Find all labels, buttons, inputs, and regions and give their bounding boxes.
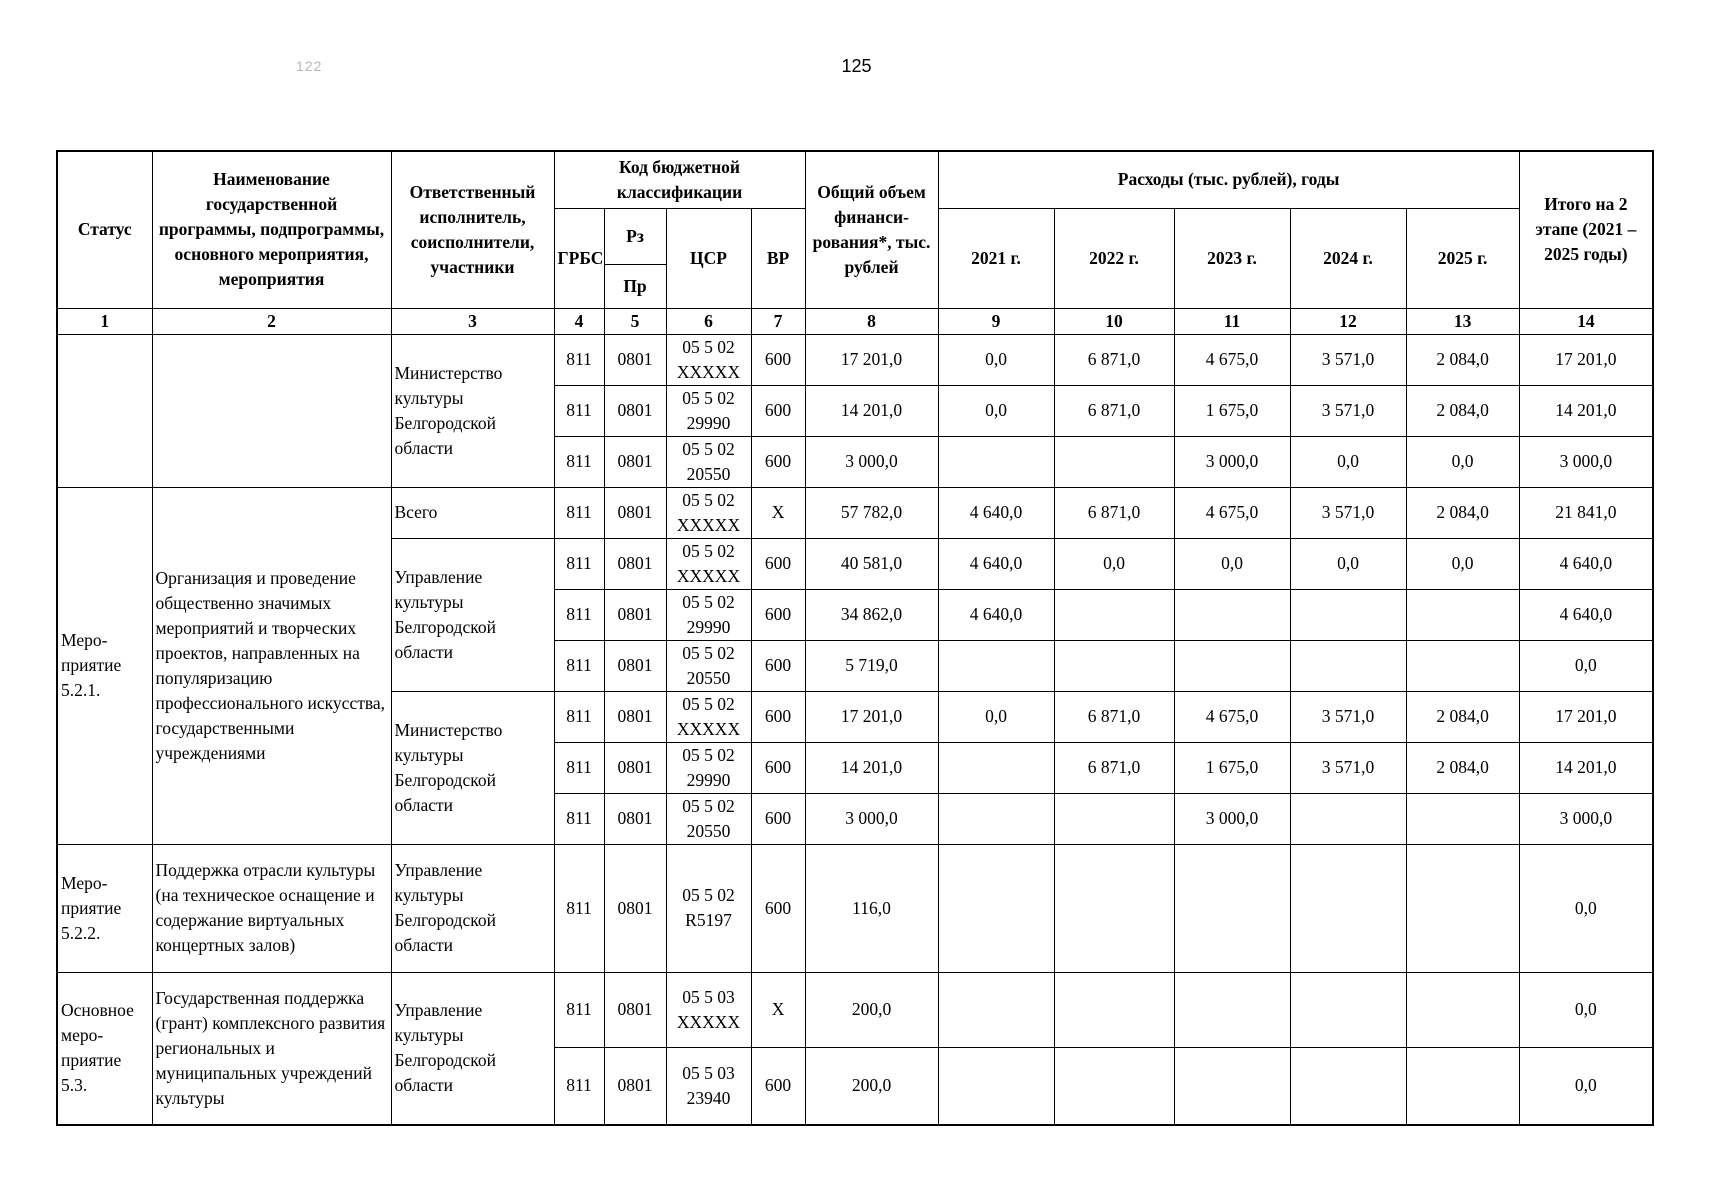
header-expenses: Расходы (тыс. рублей), годы [938,151,1519,208]
header-year-2024: 2024 г. [1290,208,1406,308]
vr-cell: 600 [751,385,805,436]
vr-cell: 600 [751,538,805,589]
name-cell: Организация и проведение общественно значимых мероприятий и творческих проектов, направленных на популяризацию профессионального искусства, государственными учреждениями [152,487,391,844]
column-number: 1 [57,308,152,334]
rzpr-cell: 0801 [604,538,666,589]
vr-cell: 600 [751,691,805,742]
year-2021-cell: 4 640,0 [938,487,1054,538]
year-2024-cell [1290,640,1406,691]
column-number: 5 [604,308,666,334]
year-2025-cell: 2 084,0 [1406,691,1519,742]
rzpr-cell: 0801 [604,742,666,793]
stage-total-cell: 3 000,0 [1519,793,1653,844]
total-cell: 14 201,0 [805,742,938,793]
stage-total-cell: 0,0 [1519,1047,1653,1125]
year-2022-cell [1054,640,1174,691]
rzpr-cell: 0801 [604,972,666,1047]
rzpr-cell: 0801 [604,844,666,972]
vr-cell: 600 [751,334,805,385]
year-2021-cell: 0,0 [938,334,1054,385]
year-2024-cell: 3 571,0 [1290,334,1406,385]
year-2024-cell [1290,589,1406,640]
header-year-2023: 2023 г. [1174,208,1290,308]
executor-cell: Управление культуры Белгородской области [391,844,554,972]
year-2021-cell: 4 640,0 [938,589,1054,640]
year-2022-cell: 6 871,0 [1054,742,1174,793]
total-cell: 116,0 [805,844,938,972]
name-cell [152,334,391,487]
grbs-cell: 811 [554,334,604,385]
rzpr-cell: 0801 [604,1047,666,1125]
year-2023-cell: 3 000,0 [1174,436,1290,487]
year-2025-cell: 2 084,0 [1406,742,1519,793]
year-2021-cell: 0,0 [938,385,1054,436]
rzpr-cell: 0801 [604,691,666,742]
executor-cell: Управление культуры Белгородской области [391,538,554,691]
csr-cell: 05 5 02 20550 [666,793,751,844]
csr-cell: 05 5 02 29990 [666,589,751,640]
header-grbs: ГРБС [554,208,604,308]
column-number: 6 [666,308,751,334]
year-2021-cell [938,972,1054,1047]
table-row [57,972,1653,1047]
rzpr-cell: 0801 [604,334,666,385]
executor-cell: Управление культуры Белгородской области [391,972,554,1125]
year-2021-cell: 4 640,0 [938,538,1054,589]
year-2023-cell [1174,1047,1290,1125]
grbs-cell: 811 [554,487,604,538]
year-2025-cell [1406,972,1519,1047]
total-cell: 34 862,0 [805,589,938,640]
year-2025-cell: 2 084,0 [1406,487,1519,538]
year-2024-cell [1290,1047,1406,1125]
year-2022-cell: 6 871,0 [1054,334,1174,385]
total-cell: 57 782,0 [805,487,938,538]
year-2024-cell [1290,844,1406,972]
csr-cell: 05 5 03 23940 [666,1047,751,1125]
table-row [57,844,1653,972]
vr-cell: X [751,487,805,538]
total-cell: 17 201,0 [805,691,938,742]
year-2025-cell: 2 084,0 [1406,385,1519,436]
year-2022-cell [1054,1047,1174,1125]
total-cell: 3 000,0 [805,793,938,844]
stage-total-cell: 0,0 [1519,640,1653,691]
stage-total-cell: 21 841,0 [1519,487,1653,538]
total-cell: 40 581,0 [805,538,938,589]
grbs-cell: 811 [554,385,604,436]
status-cell: Основное меро-приятие 5.3. [57,972,152,1125]
year-2024-cell [1290,793,1406,844]
csr-cell: 05 5 02 XXXXX [666,538,751,589]
budget-table [56,150,1654,1126]
column-number: 11 [1174,308,1290,334]
vr-cell: 600 [751,589,805,640]
year-2022-cell [1054,972,1174,1047]
header-pr: Пр [604,264,666,308]
total-cell: 5 719,0 [805,640,938,691]
column-number: 13 [1406,308,1519,334]
year-2022-cell: 6 871,0 [1054,487,1174,538]
name-cell: Государственная поддержка (грант) комплексного развития региональных и муниципальных учреждений культуры [152,972,391,1125]
year-2025-cell [1406,589,1519,640]
stage-total-cell: 0,0 [1519,972,1653,1047]
table-row [57,487,1653,538]
column-number: 10 [1054,308,1174,334]
year-2023-cell [1174,640,1290,691]
csr-cell: 05 5 02 29990 [666,385,751,436]
faint-stamp-mark: 122 [296,58,323,74]
grbs-cell: 811 [554,640,604,691]
stage-total-cell: 17 201,0 [1519,691,1653,742]
header-vr: ВР [751,208,805,308]
year-2023-cell: 0,0 [1174,538,1290,589]
stage-total-cell: 3 000,0 [1519,436,1653,487]
vr-cell: 600 [751,742,805,793]
year-2024-cell: 3 571,0 [1290,691,1406,742]
header-year-2022: 2022 г. [1054,208,1174,308]
year-2025-cell: 0,0 [1406,538,1519,589]
rzpr-cell: 0801 [604,436,666,487]
total-cell: 200,0 [805,972,938,1047]
rzpr-cell: 0801 [604,640,666,691]
table-row [57,334,1653,385]
rzpr-cell: 0801 [604,487,666,538]
total-cell: 3 000,0 [805,436,938,487]
year-2024-cell [1290,972,1406,1047]
stage-total-cell: 14 201,0 [1519,742,1653,793]
csr-cell: 05 5 02 20550 [666,436,751,487]
grbs-cell: 811 [554,1047,604,1125]
grbs-cell: 811 [554,538,604,589]
year-2023-cell [1174,589,1290,640]
year-2021-cell [938,742,1054,793]
year-2025-cell [1406,1047,1519,1125]
grbs-cell: 811 [554,589,604,640]
year-2025-cell [1406,640,1519,691]
csr-cell: 05 5 02 XXXXX [666,487,751,538]
vr-cell: 600 [751,844,805,972]
stage-total-cell: 4 640,0 [1519,538,1653,589]
status-cell: Меро-приятие 5.2.1. [57,487,152,844]
csr-cell: 05 5 02 XXXXX [666,334,751,385]
year-2022-cell: 6 871,0 [1054,385,1174,436]
vr-cell: 600 [751,436,805,487]
header-rz: Рз [604,208,666,264]
year-2021-cell [938,1047,1054,1125]
year-2022-cell [1054,589,1174,640]
column-number: 8 [805,308,938,334]
rzpr-cell: 0801 [604,589,666,640]
year-2024-cell: 3 571,0 [1290,742,1406,793]
total-cell: 17 201,0 [805,334,938,385]
status-cell: Меро-приятие 5.2.2. [57,844,152,972]
year-2023-cell: 1 675,0 [1174,385,1290,436]
stage-total-cell: 4 640,0 [1519,589,1653,640]
status-cell [57,334,152,487]
header-stage-total: Итого на 2 этапе (2021 – 2025 годы) [1519,151,1653,308]
rzpr-cell: 0801 [604,385,666,436]
total-cell: 200,0 [805,1047,938,1125]
grbs-cell: 811 [554,793,604,844]
year-2023-cell: 3 000,0 [1174,793,1290,844]
grbs-cell: 811 [554,844,604,972]
csr-cell: 05 5 03 XXXXX [666,972,751,1047]
stage-total-cell: 17 201,0 [1519,334,1653,385]
executor-cell: Министерство культуры Белгородской области [391,691,554,844]
rzpr-cell: 0801 [604,793,666,844]
column-number-row [57,308,1653,334]
header-year-2025: 2025 г. [1406,208,1519,308]
page-number: 125 [841,56,872,76]
header-status: Статус [57,151,152,308]
header-budget-code: Код бюджетной классификации [554,151,805,208]
year-2023-cell: 1 675,0 [1174,742,1290,793]
vr-cell: 600 [751,1047,805,1125]
header-executor: Ответственный исполнитель, соисполнители, участники [391,151,554,308]
column-number: 7 [751,308,805,334]
column-number: 2 [152,308,391,334]
header-csr: ЦСР [666,208,751,308]
header-name: Наименование государственной программы, подпрограммы, основного мероприятия, мероприятия [152,151,391,308]
year-2021-cell [938,844,1054,972]
year-2021-cell: 0,0 [938,691,1054,742]
year-2023-cell [1174,972,1290,1047]
csr-cell: 05 5 02 29990 [666,742,751,793]
year-2024-cell: 0,0 [1290,538,1406,589]
total-cell: 14 201,0 [805,385,938,436]
year-2021-cell [938,640,1054,691]
column-number: 3 [391,308,554,334]
year-2025-cell [1406,844,1519,972]
year-2022-cell [1054,793,1174,844]
year-2021-cell [938,436,1054,487]
year-2021-cell [938,793,1054,844]
year-2023-cell [1174,844,1290,972]
vr-cell: X [751,972,805,1047]
stage-total-cell: 0,0 [1519,844,1653,972]
year-2024-cell: 0,0 [1290,436,1406,487]
header-year-2021: 2021 г. [938,208,1054,308]
column-number: 4 [554,308,604,334]
csr-cell: 05 5 02 XXXXX [666,691,751,742]
year-2023-cell: 4 675,0 [1174,487,1290,538]
vr-cell: 600 [751,793,805,844]
executor-cell: Министерство культуры Белгородской области [391,334,554,487]
column-number: 12 [1290,308,1406,334]
year-2025-cell [1406,793,1519,844]
year-2024-cell: 3 571,0 [1290,487,1406,538]
year-2025-cell: 2 084,0 [1406,334,1519,385]
column-number: 14 [1519,308,1653,334]
grbs-cell: 811 [554,691,604,742]
csr-cell: 05 5 02 R5197 [666,844,751,972]
csr-cell: 05 5 02 20550 [666,640,751,691]
vr-cell: 600 [751,640,805,691]
header-total-volume: Общий объем финанси-рования*, тыс. рублей [805,151,938,308]
year-2022-cell: 0,0 [1054,538,1174,589]
grbs-cell: 811 [554,742,604,793]
year-2024-cell: 3 571,0 [1290,385,1406,436]
year-2025-cell: 0,0 [1406,436,1519,487]
year-2023-cell: 4 675,0 [1174,691,1290,742]
year-2022-cell [1054,844,1174,972]
grbs-cell: 811 [554,436,604,487]
name-cell: Поддержка отрасли культуры (на техническое оснащение и содержание виртуальных концертных залов) [152,844,391,972]
column-number: 9 [938,308,1054,334]
year-2022-cell: 6 871,0 [1054,691,1174,742]
executor-cell: Всего [391,487,554,538]
grbs-cell: 811 [554,972,604,1047]
stage-total-cell: 14 201,0 [1519,385,1653,436]
year-2023-cell: 4 675,0 [1174,334,1290,385]
year-2022-cell [1054,436,1174,487]
